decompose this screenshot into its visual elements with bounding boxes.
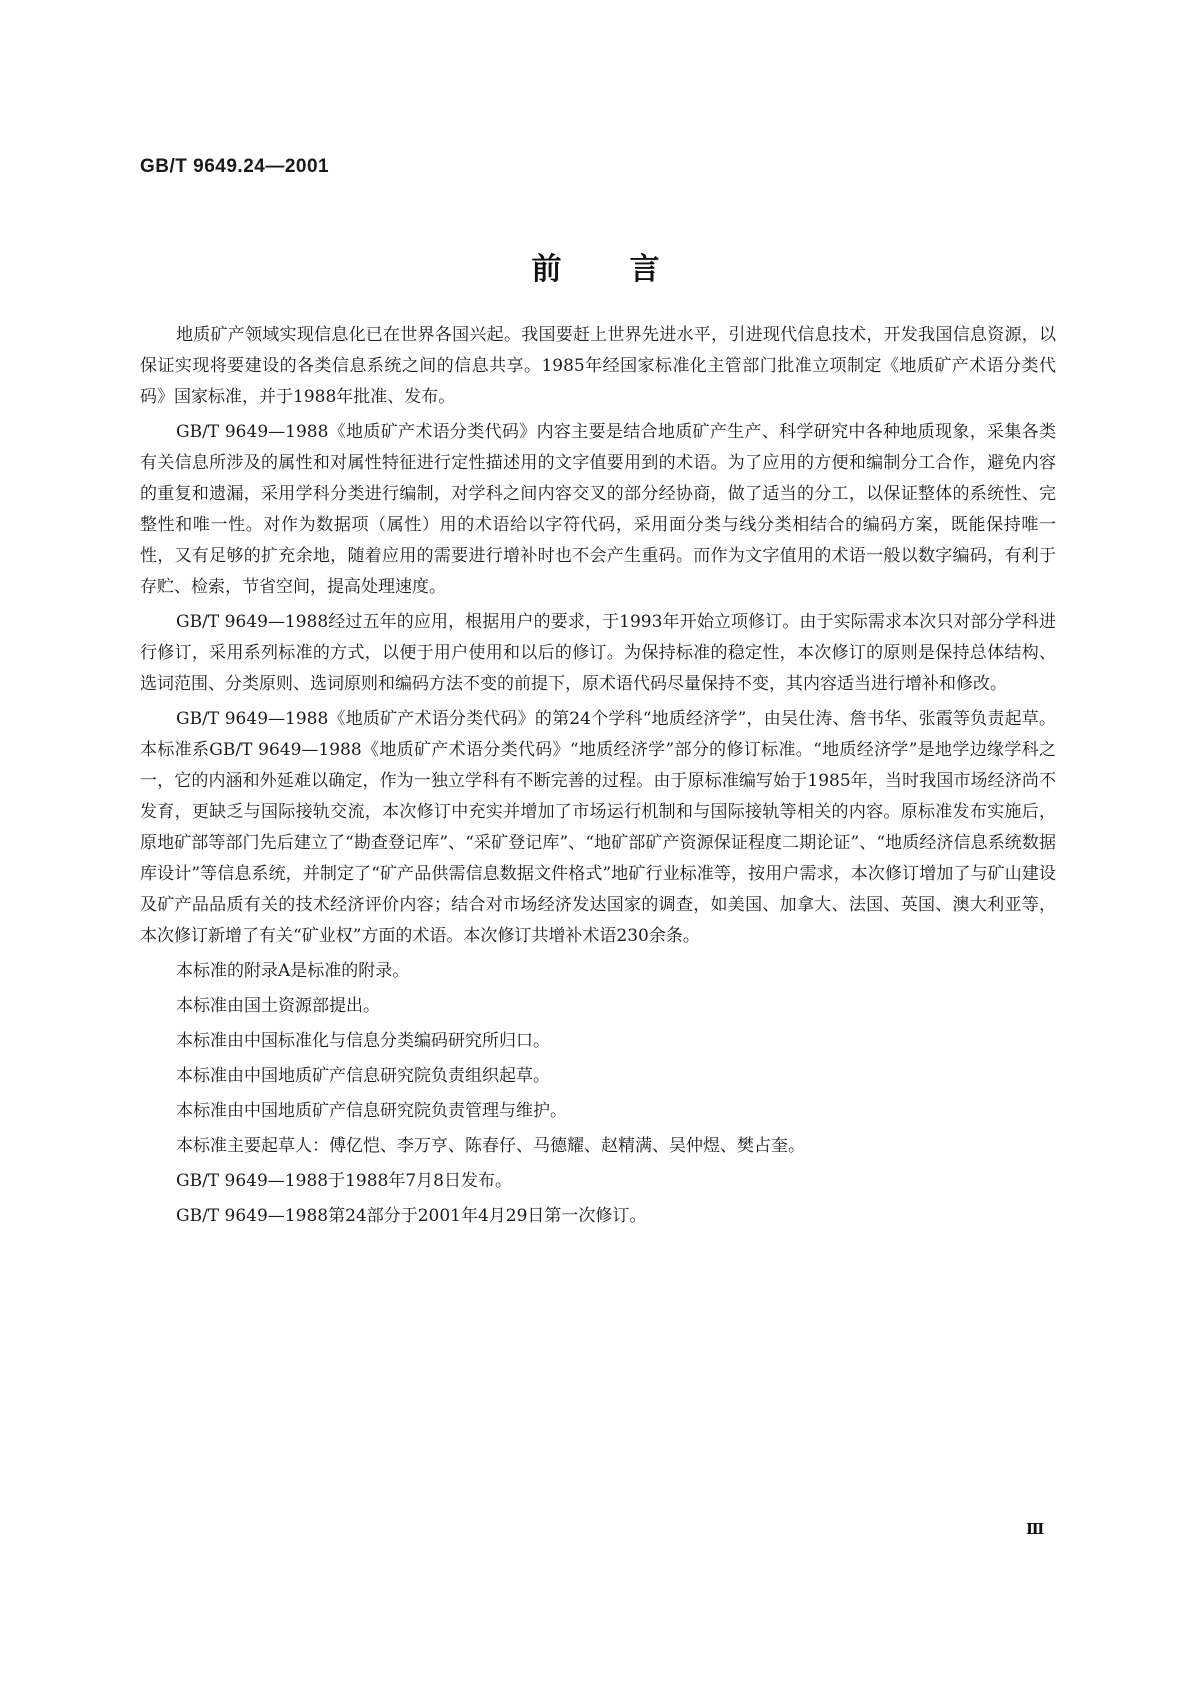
paragraph: GB/T 9649—1988经过五年的应用，根据用户的要求，于1993年开始立项修订。由于实际需求本次只对部分学科进行修订，采用系列标准的方式，以便于用户使用和以后的修订。为保持标准的稳定性，本次修订的原则是保持总体结构、选词范围、分类原则、选词原则和编码方法不变的前提下，原术语代码尽量保持不变，其内容适当进行增补和修改。 bbox=[140, 612, 1056, 694]
statement-drafters: 本标准主要起草人：傅亿恺、李万亨、陈春仔、马德耀、赵精满、吴仲煜、樊占奎。 bbox=[176, 1136, 805, 1156]
page-title: 前言 bbox=[531, 252, 728, 287]
statement-drafter-org: 本标准由中国地质矿产信息研究院负责组织起草。 bbox=[176, 1066, 550, 1086]
paragraph: GB/T 9649—1988《地质矿产术语分类代码》内容主要是结合地质矿产生产、科学研究中各种地质现象，采集各类有关信息所涉及的属性和对属性特征进行定性描述用的文字值要用到的术语。为了应用的方便和编制分工合作，避免内容的重复和遗漏，采用学科分类进行编制，对学科之间内容交叉的部分经协商，做了适当的分工，以保证整体的系统性、完整性和唯一性。对作为数据项（属性）用的术语给以字符代码，采用面分类与线分类相结合的编码方案，既能保持唯一性，又有足够的扩充余地，随着应用的需要进行增补时也不会产生重码。而作为文字值用的术语一般以数字编码，有利于存贮、检索，节省空间，提高处理速度。 bbox=[140, 422, 1056, 597]
statement-proposer: 本标准由国土资源部提出。 bbox=[176, 996, 380, 1016]
statement-maintainer: 本标准由中国地质矿产信息研究院负责管理与维护。 bbox=[176, 1101, 567, 1121]
document-code: GB/T 9649.24—2001 bbox=[140, 156, 330, 177]
statement-appendix: 本标准的附录A是标准的附录。 bbox=[176, 961, 410, 981]
foreword-body bbox=[140, 320, 1056, 1236]
statement-revision-date: GB/T 9649—1988第24部分于2001年4月29日第一次修订。 bbox=[176, 1206, 647, 1226]
statement-release-date: GB/T 9649—1988于1988年7月8日发布。 bbox=[176, 1171, 512, 1191]
paragraph: GB/T 9649—1988《地质矿产术语分类代码》的第24个学科“地质经济学”，由吴仕涛、詹书华、张霞等负责起草。本标准系GB/T 9649—1988《地质矿产术语分类代码》“地质经济学”部分的修订标准。“地质经济学”是地学边缘学科之一，它的内涵和外延难以确定，作为一独立学科有不断完善的过程。由于原标准编写始于1985年，当时我国市场经济尚不发育，更缺乏与国际接轨交流，本次修订中充实并增加了市场运行机制和与国际接轨等相关的内容。原标准发布实施后，原地矿部等部门先后建立了“勘查登记库”、“采矿登记库”、“地矿部矿产资源保证程度二期论证”、“地质经济信息系统数据库设计”等信息系统，并制定了“矿产品供需信息数据文件格式”地矿行业标准等，按用户需求，本次修订增加了与矿山建设及矿产品品质有关的技术经济评价内容；结合对市场经济发达国家的调查，如美国、加拿大、法国、英国、澳大利亚等，本次修订新增了有关“矿业权”方面的术语。本次修订共增补术语230余条。 bbox=[140, 709, 1056, 946]
paragraph: 地质矿产领域实现信息化已在世界各国兴起。我国要赶上世界先进水平，引进现代信息技术，开发我国信息资源，以保证实现将要建设的各类信息系统之间的信息共享。1985年经国家标准化主管部门批准立项制定《地质矿产术语分类代码》国家标准，并于1988年批准、发布。 bbox=[140, 325, 1056, 407]
page-number: Ⅲ bbox=[1026, 1520, 1045, 1538]
statement-centralizer: 本标准由中国标准化与信息分类编码研究所归口。 bbox=[176, 1031, 550, 1051]
